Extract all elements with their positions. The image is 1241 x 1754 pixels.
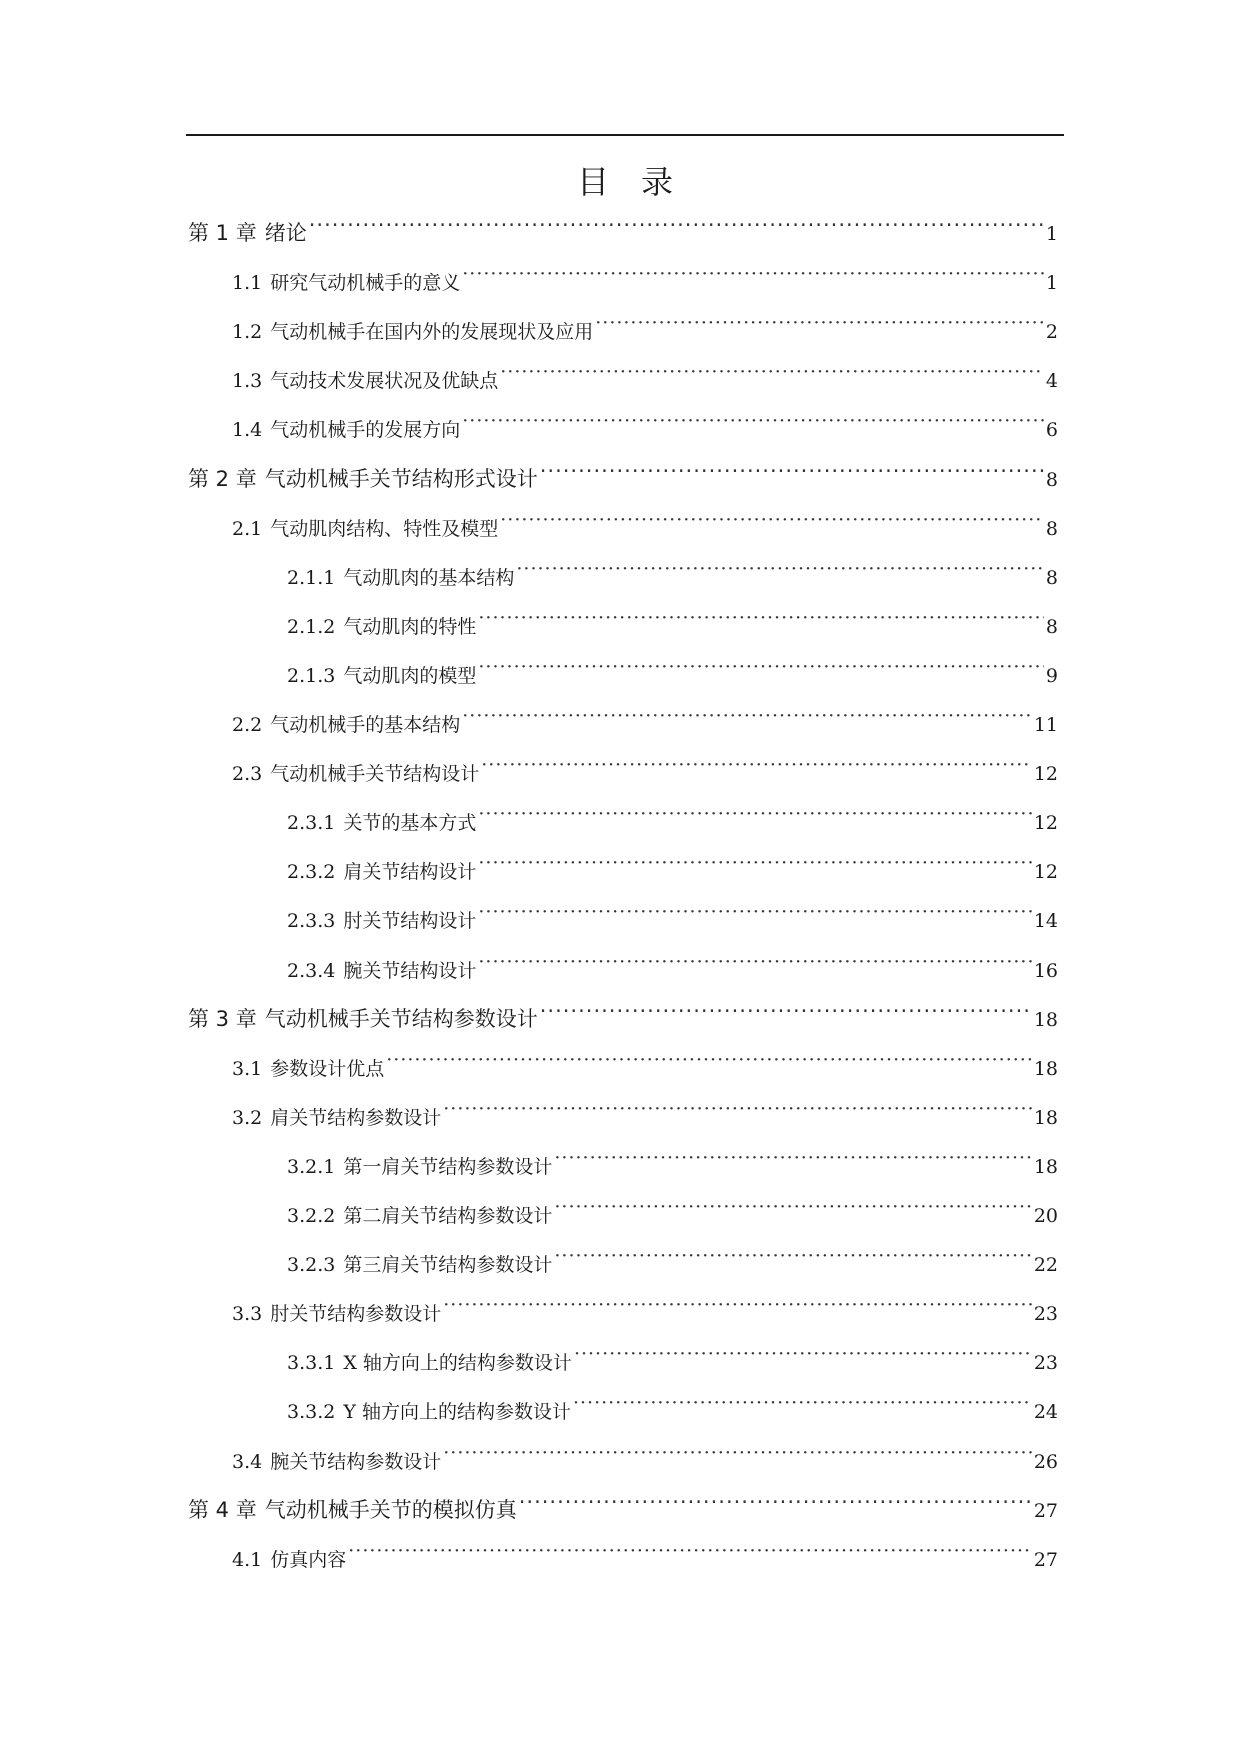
toc-dot-leader [309,210,1044,240]
toc-entry-number: 3.4 [232,1451,263,1473]
toc-entry-number: 2.3.1 [287,812,336,834]
toc-entry[interactable] [188,210,1058,245]
toc-dot-leader [540,456,1044,486]
toc-entry-number: 第 1 章 [188,221,257,245]
toc-entry-title: 气动机械手的发展方向 [270,419,461,441]
toc-entry[interactable] [287,848,1058,883]
toc-entry-number: 3.2.2 [287,1205,336,1227]
toc-entry-page: 16 [1033,960,1058,982]
toc-entry-title: 参数设计优点 [270,1058,385,1080]
toc-entry[interactable] [287,652,1058,687]
toc-entry-title: 肩关节结构参数设计 [270,1107,442,1129]
toc-dot-leader [478,848,1031,878]
toc-entry[interactable] [232,1536,1058,1571]
toc-entry-number: 3.2.1 [287,1156,336,1178]
toc-entry[interactable] [287,1241,1058,1276]
toc-entry-number: 3.1 [232,1058,263,1080]
toc-entry-title: 气动肌肉结构、特性及模型 [270,518,499,540]
toc-dot-leader [478,603,1044,633]
toc-entry[interactable] [232,750,1058,785]
toc-entry-title: 气动机械手的基本结构 [270,714,461,736]
toc-entry-number: 第 2 章 [188,467,257,491]
toc-entry[interactable] [287,947,1058,982]
toc-entry-number: 2.3.3 [287,910,336,932]
toc-entry[interactable] [287,1388,1058,1423]
toc-entry-title: 绪论 [264,221,307,245]
toc-entry-title: 研究气动机械手的意义 [270,272,461,294]
toc-entry-number: 2.1.1 [287,567,336,589]
toc-entry[interactable] [287,897,1058,932]
toc-entry-page: 11 [1033,714,1058,736]
toc-entry-number: 3.3.2 [287,1401,336,1423]
toc-entry-page: 8 [1045,567,1058,589]
toc-entry[interactable] [232,1094,1058,1129]
toc-entry-title: X 轴方向上的结构参数设计 [343,1352,572,1374]
toc-dot-leader [443,1290,1032,1320]
toc-dot-leader [443,1094,1032,1124]
toc-entry-number: 1.4 [232,419,263,441]
toc-entry-title: 气动肌肉的特性 [343,616,477,638]
toc-entry-title: 气动机械手关节结构设计 [270,763,480,785]
toc-entry-number: 2.3 [232,763,263,785]
toc-entry-page: 12 [1033,861,1058,883]
toc-entry-page: 12 [1033,763,1058,785]
toc-entry-title: Y 轴方向上的结构参数设计 [343,1401,571,1423]
toc-dot-leader [462,406,1044,436]
toc-entry-page: 27 [1033,1549,1058,1571]
toc-entry-number: 3.3.1 [287,1352,336,1374]
toc-entry-title: 第一肩关节结构参数设计 [343,1156,553,1178]
toc-dot-leader [540,996,1032,1026]
toc-entry-number: 3.2.3 [287,1254,336,1276]
toc-entry-number: 2.2 [232,714,263,736]
toc-entry-page: 8 [1045,518,1058,540]
toc-entry-page: 18 [1033,1156,1058,1178]
toc-entry-number: 第 4 章 [188,1498,257,1522]
toc-dot-leader [573,1388,1032,1418]
toc-entry-page: 24 [1033,1401,1058,1423]
toc-entry-number: 3.3 [232,1303,263,1325]
toc-entry[interactable] [287,603,1058,638]
toc-dot-leader [478,652,1044,682]
toc-entry-number: 1.2 [232,321,263,343]
toc-entry-page: 6 [1045,419,1058,441]
toc-dot-leader [519,1487,1032,1517]
toc-dot-leader [554,1241,1031,1271]
toc-entry-title: 气动肌肉的基本结构 [343,567,515,589]
toc-entry-page: 9 [1045,665,1058,687]
toc-dot-leader [554,1192,1031,1222]
toc-entry-number: 2.3.2 [287,861,336,883]
toc-entry-number: 2.1.3 [287,665,336,687]
toc-entry-title: 第二肩关节结构参数设计 [343,1205,553,1227]
toc-entry-page: 8 [1045,616,1058,638]
toc-entry[interactable] [188,456,1058,491]
toc-dot-leader [500,357,1044,387]
toc-entry[interactable] [287,1339,1058,1374]
toc-entry[interactable] [232,701,1058,736]
toc-entry-page: 26 [1033,1451,1058,1473]
toc-dot-leader [554,1143,1031,1173]
toc-entry-page: 2 [1045,321,1058,343]
toc-dot-leader [443,1438,1032,1468]
toc-entry-page: 23 [1033,1303,1058,1325]
toc-entry[interactable] [232,1290,1058,1325]
toc-entry-page: 18 [1033,1009,1058,1031]
toc-entry[interactable] [287,1192,1058,1227]
toc-entry[interactable] [232,259,1058,294]
toc-entry[interactable] [188,1487,1058,1522]
toc-entry-title: 气动技术发展状况及优缺点 [270,370,499,392]
toc-entry-number: 2.3.4 [287,960,336,982]
toc-entry-title: 气动机械手关节结构形式设计 [264,467,538,491]
toc-entry-page: 18 [1033,1107,1058,1129]
toc-entry-page: 14 [1033,910,1058,932]
toc-dot-leader [462,701,1032,731]
toc-dot-leader [462,259,1044,289]
toc-entry[interactable] [287,799,1058,834]
toc-dot-leader [478,799,1031,829]
toc-entry[interactable] [232,406,1058,441]
toc-entry-title: 仿真内容 [270,1549,347,1571]
toc-dot-leader [500,505,1044,535]
toc-entry-page: 27 [1033,1500,1058,1522]
toc-entry-title: 气动机械手在国内外的发展现状及应用 [270,321,594,343]
toc-entry[interactable] [232,1045,1058,1080]
toc-dot-leader [516,554,1044,584]
toc-entry-title: 腕关节结构参数设计 [270,1451,442,1473]
toc-entry-number: 4.1 [232,1549,263,1571]
toc-entry-page: 22 [1033,1254,1058,1276]
toc-entry[interactable] [188,996,1058,1031]
toc-entry-title: 气动机械手关节结构参数设计 [264,1007,538,1031]
toc-dot-leader [595,308,1044,338]
toc-entry-title: 腕关节结构设计 [343,960,477,982]
toc-entry-title: 肘关节结构设计 [343,910,477,932]
toc-entry-title: 气动机械手关节的模拟仿真 [264,1498,517,1522]
toc-dot-leader [386,1045,1032,1075]
toc-entry-title: 第三肩关节结构参数设计 [343,1254,553,1276]
toc-title: 目 录 [576,163,673,201]
toc-dot-leader [574,1339,1032,1369]
toc-entry[interactable] [232,308,1058,343]
toc-entry-page: 4 [1045,370,1058,392]
toc-entry[interactable] [287,1143,1058,1178]
toc-entry[interactable] [287,554,1058,589]
toc-dot-leader [481,750,1032,780]
toc-entry-page: 1 [1045,272,1058,294]
header-rule [186,134,1064,136]
toc-entry-page: 23 [1033,1352,1058,1374]
toc-entry-title: 气动肌肉的模型 [343,665,477,687]
toc-entry-page: 18 [1033,1058,1058,1080]
toc-entry-title: 肩关节结构设计 [343,861,477,883]
toc-entry-number: 1.1 [232,272,263,294]
toc-entry-title: 关节的基本方式 [343,812,477,834]
toc-entry-title: 肘关节结构参数设计 [270,1303,442,1325]
toc-entry-number: 1.3 [232,370,263,392]
toc-entry[interactable] [232,1438,1058,1473]
toc-entry[interactable] [232,357,1058,392]
toc-dot-leader [478,947,1031,977]
toc-entry[interactable] [232,505,1058,540]
toc-entry-number: 2.1.2 [287,616,336,638]
toc-entry-page: 12 [1033,812,1058,834]
toc-entry-page: 20 [1033,1205,1058,1227]
toc-entry-number: 3.2 [232,1107,263,1129]
toc-entry-number: 2.1 [232,518,263,540]
toc-entry-number: 第 3 章 [188,1007,257,1031]
toc-entry-page: 1 [1045,223,1058,245]
toc-dot-leader [478,897,1031,927]
toc-entry-page: 8 [1045,469,1058,491]
toc-dot-leader [348,1536,1032,1566]
